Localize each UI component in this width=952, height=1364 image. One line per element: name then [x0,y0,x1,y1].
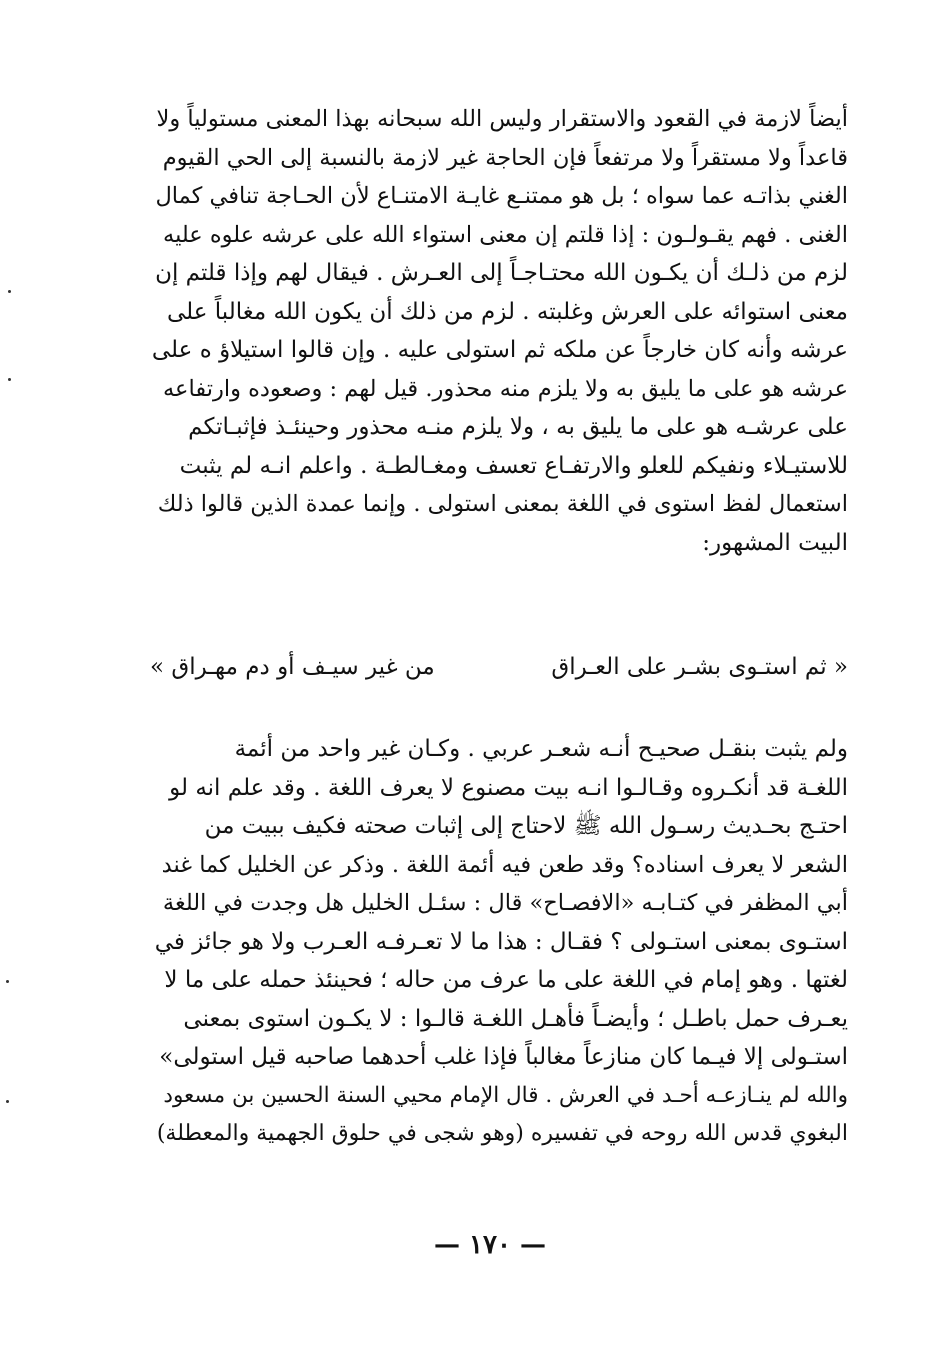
paragraph-2 [150,730,848,1154]
scan-speck [8,290,11,293]
text-line: البيت المشهور: [702,529,848,556]
text-line: الغنى . فهم يقـولـون : إذا قلتم إن معنى استواء الله على عرشه علوه عليه [163,221,848,248]
text-line: الشعر لا يعرف اسناده؟ وقد طعن فيه أئمة اللغة . وذكر عن الخليل كما غند [161,851,848,878]
scan-speck [6,980,9,983]
text-line: الغني بذاتـه عما سواه ؛ بل هو ممتنـع غايـة الامتنـاع لأن الحـاجة تنافي كمال [155,183,848,209]
text-line: معنى استوائه على العرش وغلبته . لزم من ذلك أن يكون الله مغالباً على [166,298,848,325]
paragraph-1 [150,100,848,562]
text-line: للاستيـلاء ونفيكم للعلو والارتفـاع تعسف ومغـالطـة . واعلم انـه لم يثبت [179,452,848,479]
text-line: يعـرف حمل باطـل ؛ وأيضـاً فأهـل اللغـة قالـوا : لا يكـون استوى بمعنى [183,1005,848,1032]
text-line: على عرشـه هو على ما يليق به ، ولا يلزم منـه محذور وحينئـذ فإثبـاتكم [188,414,848,440]
text-line: اللغـة قد أنكـروه وقـالـوا انـه بيت مصنوع لا يعرف اللغة . وقد علم انه لو [169,774,848,801]
text-line: البغوي قدس الله روحه في تفسيره (وهو شجى في حلوق الجهمية والمعطلة) [156,1121,848,1146]
text-line: أبي المظفر في كتـابـه «الافصـاح» قال : سئـل الخليل هل وجدت في اللغة [162,890,848,916]
scan-speck [6,1100,9,1103]
text-line: أيضاً لازمة في القعود والاستقرار وليس الله سبحانه بهذا المعنى مستولياً ولا [156,106,848,132]
text-line: لزم من ذلـك أن يكـون الله محتـاجـاً إلى العـرش . فيقال لهم وإذا قلتم إن [155,260,848,286]
text-line: استـوى بمعنى استـولى ؟ فقـال : هذا ما لا تعـرفـه العـرب ولا هو جائز في [154,928,848,955]
text-line: استـولى إلا فيـما كان منازعاً مغالباً فإذا غلب أحدهما صاحبه قيل استولى» [159,1044,848,1070]
text-line: لغتها . وهو إمام في اللغة على ما عرف من حاله ؛ فحينئذ حمله على ما لا [164,967,848,993]
page-number: — ١٧٠ — [433,1230,547,1260]
text-line: والله لم ينـازعـه أحـد في العرش . قال الإمام محيي السنة الحسين بن مسعود [163,1082,848,1108]
text-line: استعمال لفظ استوى في اللغة بمعنى استولى . وإنما عمدة الذين قالوا ذلك [157,491,848,517]
text-line: قاعداً ولا مستقراً ولا مرتفعاً فإن الحاجة غير لازمة بالنسبة إلى الحي القيوم [162,144,848,171]
text-line: ولم يثبت بنقـل صحيـح أنـه شعـر عربي . وكـان غير واحد من أئمة [234,736,848,762]
text-line: عرشه هو على ما يليق به ولا يلزم منه محذور. قيل لهم : وصعوده وارتفاعه [162,375,848,402]
poetry-verse [150,648,848,686]
verse-first-hemistich: « ثم استـوى بشـر على العـراق [551,654,848,680]
text-line: احتـج بحـديث رسـول الله ﷺ لاحتاج إلى إثبات صحته فكيف ببيت من [204,813,848,839]
verse-second-hemistich: من غير سيـف أو دم مهـراق » [150,654,435,680]
text-line: عرشه وأنه كان خارجاً عن ملكه ثم استولى عليه . وإن قالوا استيلاؤ ه على [151,337,848,363]
scan-speck [8,378,11,381]
